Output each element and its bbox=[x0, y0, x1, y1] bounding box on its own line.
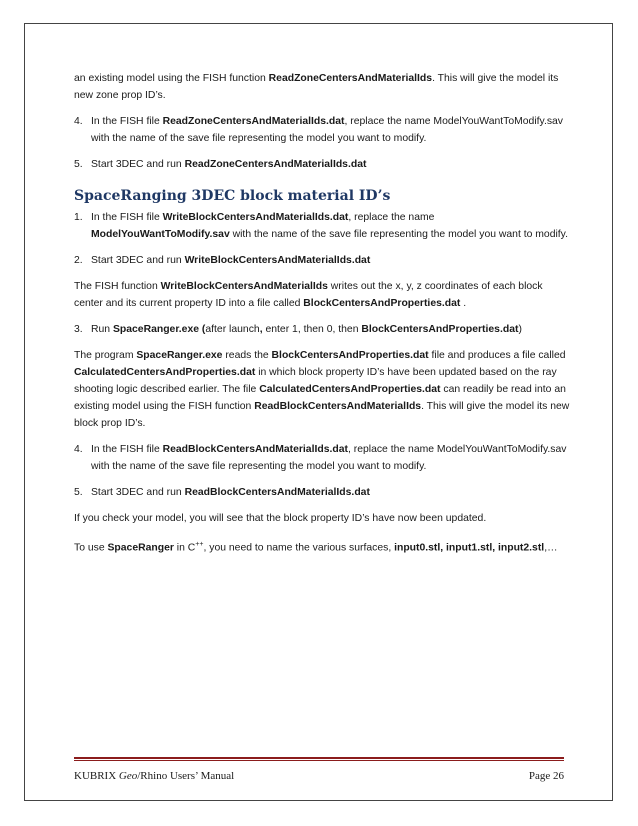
page-number: Page 26 bbox=[528, 770, 564, 782]
paragraph-check-model: If you check your model, you will see that the block property ID’s have now been updated. bbox=[74, 513, 487, 524]
list-item-5b: 5. Start 3DEC and run ReadBlockCentersAndMaterialIds.dat bbox=[74, 487, 370, 498]
footer-rule-thin bbox=[74, 760, 564, 761]
section-heading: SpaceRanging 3DEC block material ID’s bbox=[74, 188, 391, 204]
paragraph-usage: To use SpaceRanger in C++, you need to name the various surfaces, input0.stl, input1.stl, input2.stl,… bbox=[74, 541, 558, 554]
page-footer bbox=[74, 770, 564, 782]
list-item-4b: 4. In the FISH file ReadBlockCentersAndMaterialIds.dat, replace the name ModelYouWantToModify.sav with the name of the save file representing the model you want to modify. bbox=[74, 444, 567, 472]
list-item-2: 2. Start 3DEC and run WriteBlockCentersAndMaterialIds.dat bbox=[74, 255, 371, 266]
paragraph-fish-function: The FISH function WriteBlockCentersAndMaterialIds writes out the x, y, z coordinates of each block center and its current property ID into a file called BlockCentersAndProperties.dat . bbox=[74, 281, 543, 309]
list-item-5: 5. Start 3DEC and run ReadZoneCentersAndMaterialIds.dat bbox=[74, 159, 367, 170]
list-item-3: 3. Run SpaceRanger.exe (after launch, enter 1, then 0, then BlockCentersAndProperties.dat) bbox=[74, 324, 522, 335]
paragraph-continuation: an existing model using the FISH function ReadZoneCentersAndMaterialIds. This will give the model its new zone prop ID’s. bbox=[74, 73, 559, 101]
list-item-4: 4. In the FISH file ReadZoneCentersAndMaterialIds.dat, replace the name ModelYouWantToModify.sav with the name of the save file representing the model you want to modify. bbox=[74, 116, 563, 144]
footer-rule bbox=[74, 757, 564, 759]
paragraph-program: The program SpaceRanger.exe reads the BlockCentersAndProperties.dat file and produces a file called CalculatedCentersAndProperties.dat in which block property ID’s have been updated based on the ray shooting logic described earlier. The file CalculatedCentersAndProperties.dat can readily be read into an existing model using the FISH function ReadBlockCentersAndMaterialIds. This will give the model its new block prop ID’s. bbox=[74, 350, 570, 429]
list-item-1: 1. In the FISH file WriteBlockCentersAndMaterialIds.dat, replace the name ModelYouWantToModify.sav with the name of the save file representing the model you want to modify. bbox=[74, 212, 568, 240]
page-content bbox=[74, 70, 574, 565]
footer-title: KUBRIX Geo/Rhino Users’ Manual bbox=[74, 770, 235, 782]
